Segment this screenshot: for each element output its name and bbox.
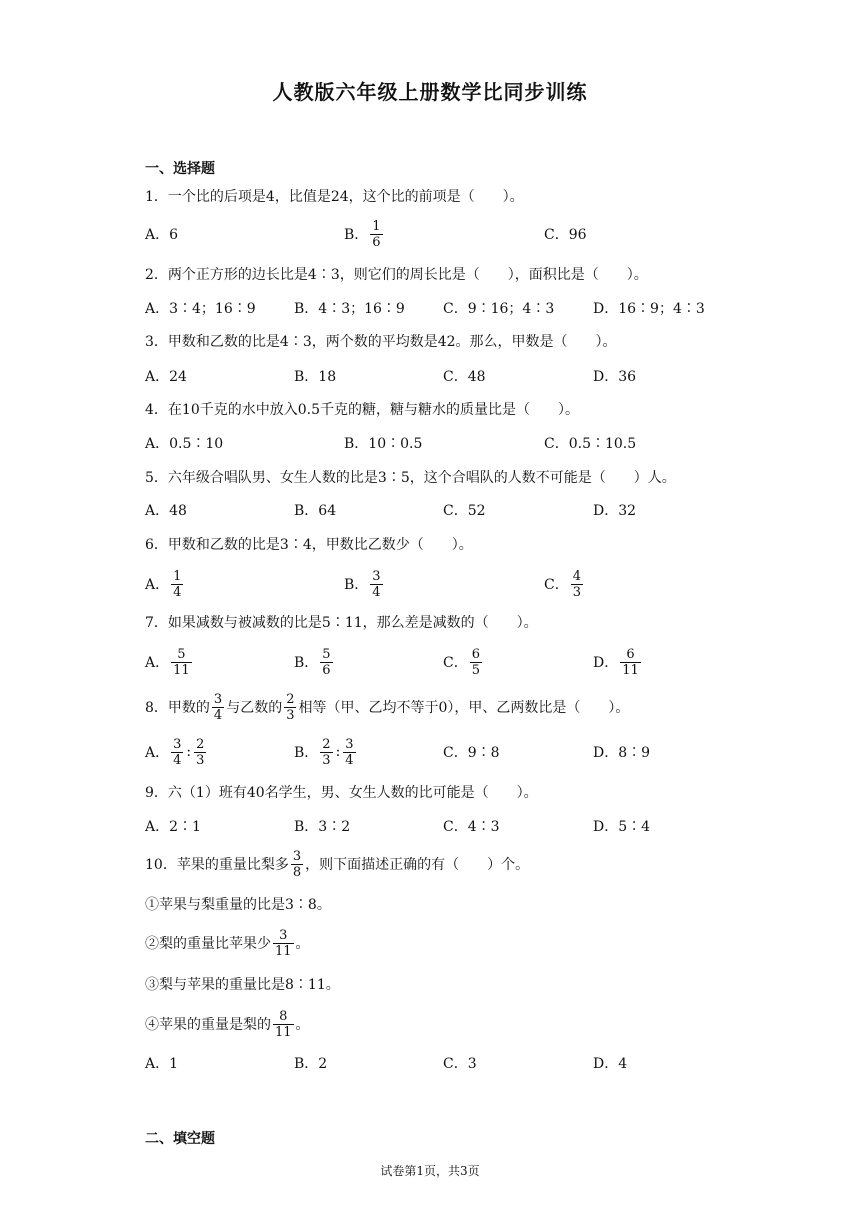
- fraction-numerator: 6: [626, 646, 635, 662]
- fraction-numerator: 2: [286, 691, 295, 707]
- section-heading-fill: 二、填空题: [145, 1131, 215, 1147]
- q8-option-c: C．9∶8: [443, 745, 500, 761]
- q4-option-a: A．0.5∶10: [145, 436, 224, 452]
- q10-option-d: D．4: [593, 1056, 628, 1072]
- fraction-numerator: 3: [279, 927, 288, 943]
- q8-option-b: [294, 734, 358, 770]
- q7-option-b-label: B．: [294, 655, 319, 671]
- q7-option-b-fraction: [320, 647, 332, 678]
- fraction-numerator: 5: [322, 646, 331, 662]
- q2-option-c: C．9∶16；4∶3: [443, 301, 555, 317]
- fraction-numerator: 3: [372, 568, 381, 584]
- q3-option-c: C．48: [443, 369, 486, 385]
- q3-option-a: A．24: [145, 369, 187, 385]
- q8-stem-pre: 8．甲数的: [145, 700, 210, 716]
- q2-option-d: D．16∶9；4∶3: [593, 301, 705, 317]
- fraction-denominator: 4: [372, 584, 381, 600]
- q6-option-b-label: B．: [344, 577, 369, 593]
- q10-statement-4: [145, 1006, 310, 1042]
- q8-option-b-label: B．: [294, 745, 319, 761]
- q9-option-b: B．3∶2: [294, 819, 351, 835]
- fraction-denominator: 5: [471, 662, 480, 678]
- q10-option-c: C．3: [443, 1056, 477, 1072]
- q6-option-c: [544, 566, 585, 602]
- q6-option-a-fraction: [171, 569, 183, 600]
- fraction-denominator: 6: [372, 234, 381, 250]
- q10-statement-2-post: 。: [295, 936, 310, 952]
- q10-statement-4-pre: ④苹果的重量是梨的: [145, 1017, 271, 1033]
- q9-option-c: C．4∶3: [443, 819, 500, 835]
- q7-option-b: [294, 644, 335, 680]
- question-8-stem: [145, 689, 629, 725]
- q4-option-c: C．0.5∶10.5: [544, 436, 637, 452]
- question-5-stem: 5．六年级合唱队男、女生人数的比是3∶5，这个合唱队的人数不可能是（ ）人。: [145, 470, 676, 486]
- q10-stem-fraction: [291, 849, 303, 880]
- q3-option-b: B．18: [294, 369, 337, 385]
- q6-option-c-label: C．: [544, 577, 569, 593]
- fraction-denominator: 4: [173, 752, 182, 768]
- q8-stem-mid: 与乙数的: [226, 700, 283, 716]
- q8-option-b-fraction-2: [343, 737, 355, 768]
- q7-option-d-fraction: [620, 647, 641, 678]
- q6-option-b-fraction: [370, 569, 382, 600]
- q5-option-b: B．64: [294, 503, 337, 519]
- fraction-denominator: 6: [322, 662, 331, 678]
- q10-statement-4-post: 。: [295, 1017, 310, 1033]
- fraction-denominator: 11: [275, 1024, 292, 1040]
- question-9-stem: 9．六（1）班有40名学生，男、女生人数的比可能是（ ）。: [145, 785, 538, 801]
- q10-statement-2-pre: ②梨的重量比苹果少: [145, 936, 271, 952]
- q4-option-b: B．10∶0.5: [344, 436, 423, 452]
- fraction-numerator: 5: [177, 646, 186, 662]
- q5-option-a: A．48: [145, 503, 187, 519]
- q10-stem-post: ，则下面描述正确的有（ ）个。: [305, 857, 530, 873]
- q9-option-a: A．2∶1: [145, 819, 201, 835]
- fraction-denominator: 3: [286, 707, 295, 723]
- q10-option-b: B．2: [294, 1056, 328, 1072]
- fraction-denominator: 3: [196, 752, 205, 768]
- fraction-numerator: 6: [471, 646, 480, 662]
- q8-option-a-label: A．: [145, 745, 170, 761]
- fraction-numerator: 3: [173, 736, 182, 752]
- q8-option-a-fraction-1: [171, 737, 183, 768]
- q10-statement-2-fraction: [273, 928, 294, 959]
- fraction-numerator: 1: [372, 218, 381, 234]
- question-4-stem: 4．在10千克的水中放入0.5千克的糖，糖与糖水的质量比是（ ）。: [145, 402, 579, 418]
- q1-option-b: [344, 216, 385, 252]
- fraction-denominator: 4: [345, 752, 354, 768]
- question-3-stem: 3．甲数和乙数的比是4∶3，两个数的平均数是42。那么，甲数是（ ）。: [145, 334, 617, 350]
- q5-option-d: D．32: [593, 503, 637, 519]
- q7-option-c: [443, 644, 484, 680]
- q6-option-b: [344, 566, 385, 602]
- q3-option-d: D．36: [593, 369, 637, 385]
- ratio-colon: :: [335, 744, 341, 760]
- page-title: 人教版六年级上册数学比同步训练: [272, 80, 588, 104]
- q8-option-d: D．8∶9: [593, 745, 651, 761]
- q8-stem-fraction-1: [212, 692, 224, 723]
- q10-statement-1: ①苹果与梨重量的比是3∶8。: [145, 897, 331, 913]
- q1-option-b-label: B．: [344, 227, 369, 243]
- q1-option-a: A．6: [145, 227, 179, 243]
- page-footer: 试卷第1页，共3页: [380, 1164, 480, 1178]
- fraction-denominator: 3: [572, 584, 581, 600]
- q9-option-d: D．5∶4: [593, 819, 651, 835]
- question-1-stem: 1．一个比的后项是4，比值是24，这个比的前项是（ ）。: [145, 189, 524, 205]
- fraction-numerator: 8: [279, 1008, 288, 1024]
- fraction-numerator: 2: [322, 736, 331, 752]
- q8-stem-fraction-2: [284, 692, 296, 723]
- fraction-numerator: 3: [345, 736, 354, 752]
- q7-option-a-label: A．: [145, 655, 170, 671]
- fraction-denominator: 11: [173, 662, 190, 678]
- fraction-numerator: 3: [213, 691, 223, 707]
- fraction-denominator: 11: [622, 662, 639, 678]
- ratio-colon: :: [186, 744, 192, 760]
- question-6-stem: 6．甲数和乙数的比是3∶4，甲数比乙数少（ ）。: [145, 537, 473, 553]
- q5-option-c: C．52: [443, 503, 486, 519]
- q10-statement-2: [145, 925, 310, 961]
- q10-option-a: A．1: [145, 1056, 179, 1072]
- q2-option-b: B．4∶3；16∶9: [294, 301, 405, 317]
- q7-option-a-fraction: [171, 647, 192, 678]
- fraction-numerator: 1: [173, 568, 182, 584]
- q8-stem-post: 相等（甲、乙均不等于0），甲、乙两数比是（ ）。: [298, 700, 630, 716]
- fraction-denominator: 11: [275, 943, 292, 959]
- fraction-denominator: 4: [213, 707, 223, 723]
- q8-option-a-fraction-2: [194, 737, 206, 768]
- q6-option-a: [145, 566, 185, 602]
- fraction-numerator: 4: [572, 568, 581, 584]
- fraction-denominator: 8: [292, 864, 302, 880]
- q1-option-c: C．96: [544, 227, 587, 243]
- q10-statement-4-fraction: [273, 1009, 294, 1040]
- fraction-denominator: 3: [322, 752, 331, 768]
- q8-option-b-fraction-1: [320, 737, 332, 768]
- q1-option-b-fraction: [370, 219, 382, 250]
- q2-option-a: A．3∶4；16∶9: [145, 301, 256, 317]
- fraction-numerator: 2: [196, 736, 205, 752]
- q7-option-a: [145, 644, 194, 680]
- fraction-denominator: 4: [173, 584, 182, 600]
- question-7-stem: 7．如果减数与被减数的比是5∶11，那么差是减数的（ ）。: [145, 615, 538, 631]
- question-2-stem: 2．两个正方形的边长比是4∶3，则它们的周长比是（ ），面积比是（ ）。: [145, 267, 648, 283]
- q7-option-c-fraction: [470, 647, 482, 678]
- q6-option-a-label: A．: [145, 577, 170, 593]
- q8-option-a: [145, 734, 208, 770]
- q6-option-c-fraction: [571, 569, 583, 600]
- q7-option-c-label: C．: [443, 655, 468, 671]
- question-10-stem: [145, 846, 529, 882]
- q10-stem-pre: 10．苹果的重量比梨多: [145, 857, 289, 873]
- q10-statement-3: ③梨与苹果的重量比是8∶11。: [145, 977, 340, 993]
- section-heading-choice: 一、选择题: [145, 161, 215, 177]
- q7-option-d: [593, 644, 643, 680]
- fraction-numerator: 3: [292, 848, 302, 864]
- q7-option-d-label: D．: [593, 655, 619, 671]
